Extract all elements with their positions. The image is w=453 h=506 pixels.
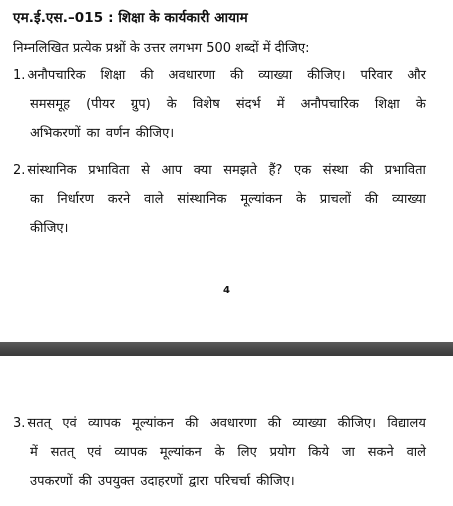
question-word: वाले	[406, 445, 426, 460]
question-word: मूल्यांकन	[240, 192, 283, 207]
question-word: के	[295, 192, 306, 207]
question-word: मूल्यांकन	[159, 445, 202, 460]
question-word: प्रयोग	[269, 445, 296, 460]
question-word	[13, 156, 77, 185]
question-word: के	[415, 97, 426, 112]
question-word: वाले	[144, 192, 164, 207]
question-line	[13, 214, 426, 243]
question-word: आप	[161, 163, 183, 178]
question-word: व्याख्या	[258, 68, 293, 83]
question-word: जा	[341, 445, 355, 460]
question-word: की	[359, 163, 374, 178]
question-word: समझते	[223, 163, 258, 178]
question-word: परिचर्चा	[214, 474, 251, 489]
question-word: उपयुक्त	[97, 474, 135, 489]
question-word: अवधारणा	[168, 68, 216, 83]
question-word: की	[230, 68, 244, 83]
question-word: प्रभाविता	[88, 163, 130, 178]
question-word: क्या	[193, 163, 212, 178]
question-word: सतत्	[50, 445, 75, 460]
question-word: विशेष	[192, 97, 220, 112]
question-word: व्यापक	[88, 416, 121, 431]
question-word: संदर्भ	[235, 97, 261, 112]
question-word: किये	[308, 445, 330, 460]
question-word: एवं	[62, 416, 77, 431]
question-word: के	[214, 445, 225, 460]
question-word: ग्रुप)	[130, 97, 151, 112]
question-word: प्राचलों	[319, 192, 351, 207]
question-word: सांस्थानिक	[177, 192, 227, 207]
question-word: परिवार	[360, 68, 393, 83]
question-word: का	[86, 126, 100, 141]
question-word-text: सतत्	[27, 416, 52, 431]
question-2	[13, 156, 426, 243]
question-word: उदाहरणों	[140, 474, 183, 489]
question-word	[13, 61, 86, 90]
question-word-text: सांस्थानिक	[27, 163, 77, 178]
question-word: की	[364, 192, 379, 207]
question-word: शिक्षा	[374, 97, 400, 112]
question-word: के	[166, 97, 177, 112]
question-word: कीजिए।	[307, 68, 346, 83]
question-number: 2.	[13, 163, 26, 178]
question-3	[13, 409, 426, 496]
page-number: 4	[223, 285, 230, 296]
question-line	[13, 119, 426, 148]
document-page-lower	[0, 356, 453, 506]
question-word: सकने	[367, 445, 394, 460]
question-word: अवधारणा	[209, 416, 257, 431]
question-1	[13, 61, 426, 148]
question-word: मूल्यांकन	[132, 416, 174, 431]
question-word: में	[276, 97, 285, 112]
question-word: व्याख्या	[292, 416, 327, 431]
question-word: का	[30, 192, 44, 207]
question-word: हैं?	[268, 163, 283, 178]
question-word: लिए	[237, 445, 257, 460]
question-word: एक	[294, 163, 312, 178]
question-word: अभिकरणों	[30, 126, 81, 141]
question-line	[13, 61, 426, 90]
question-word: से	[141, 163, 150, 178]
question-word-text: अनौपचारिक	[27, 68, 86, 83]
question-word: करने	[107, 192, 131, 207]
question-word: एवं	[87, 445, 102, 460]
question-word: निर्धारण	[57, 192, 94, 207]
question-word: की	[140, 68, 154, 83]
question-word: कीजिए।	[30, 221, 69, 236]
instruction-text: निम्नलिखित प्रत्येक प्रश्नों के उत्तर लगभग 500 शब्दों में दीजिए:	[13, 41, 310, 56]
question-word: कीजिए।	[256, 474, 295, 489]
question-word: अनौपचारिक	[300, 97, 359, 112]
question-word: वर्णन	[105, 126, 130, 141]
page-separator	[0, 342, 453, 356]
question-line	[13, 90, 426, 119]
question-word: व्याख्या	[392, 192, 426, 207]
question-word: में	[30, 445, 38, 460]
question-word: विद्यालय	[387, 416, 426, 431]
question-word: (पीयर	[86, 97, 115, 112]
question-number: 1.	[13, 68, 26, 83]
question-word: प्रभाविता	[384, 163, 426, 178]
question-line	[13, 438, 426, 467]
question-word: की	[267, 416, 282, 431]
question-word: और	[407, 68, 426, 83]
question-line	[13, 409, 426, 438]
question-number: 3.	[13, 416, 26, 431]
question-word: द्वारा	[188, 474, 209, 489]
question-word: की	[185, 416, 199, 431]
course-heading: एम.ई.एस.–015 : शिक्षा के कार्यकारी आयाम	[13, 10, 248, 26]
question-word: कीजिए।	[337, 416, 377, 431]
question-word: व्यापक	[114, 445, 148, 460]
question-word: संस्था	[322, 163, 349, 178]
question-word: शिक्षा	[100, 68, 126, 83]
question-word: की	[78, 474, 92, 489]
question-line	[13, 185, 426, 214]
question-word: समसमूह	[30, 97, 71, 112]
question-line	[13, 156, 426, 185]
question-word: कीजिए।	[135, 126, 175, 141]
question-word	[13, 409, 51, 438]
question-word: उपकरणों	[30, 474, 73, 489]
question-line	[13, 467, 426, 496]
